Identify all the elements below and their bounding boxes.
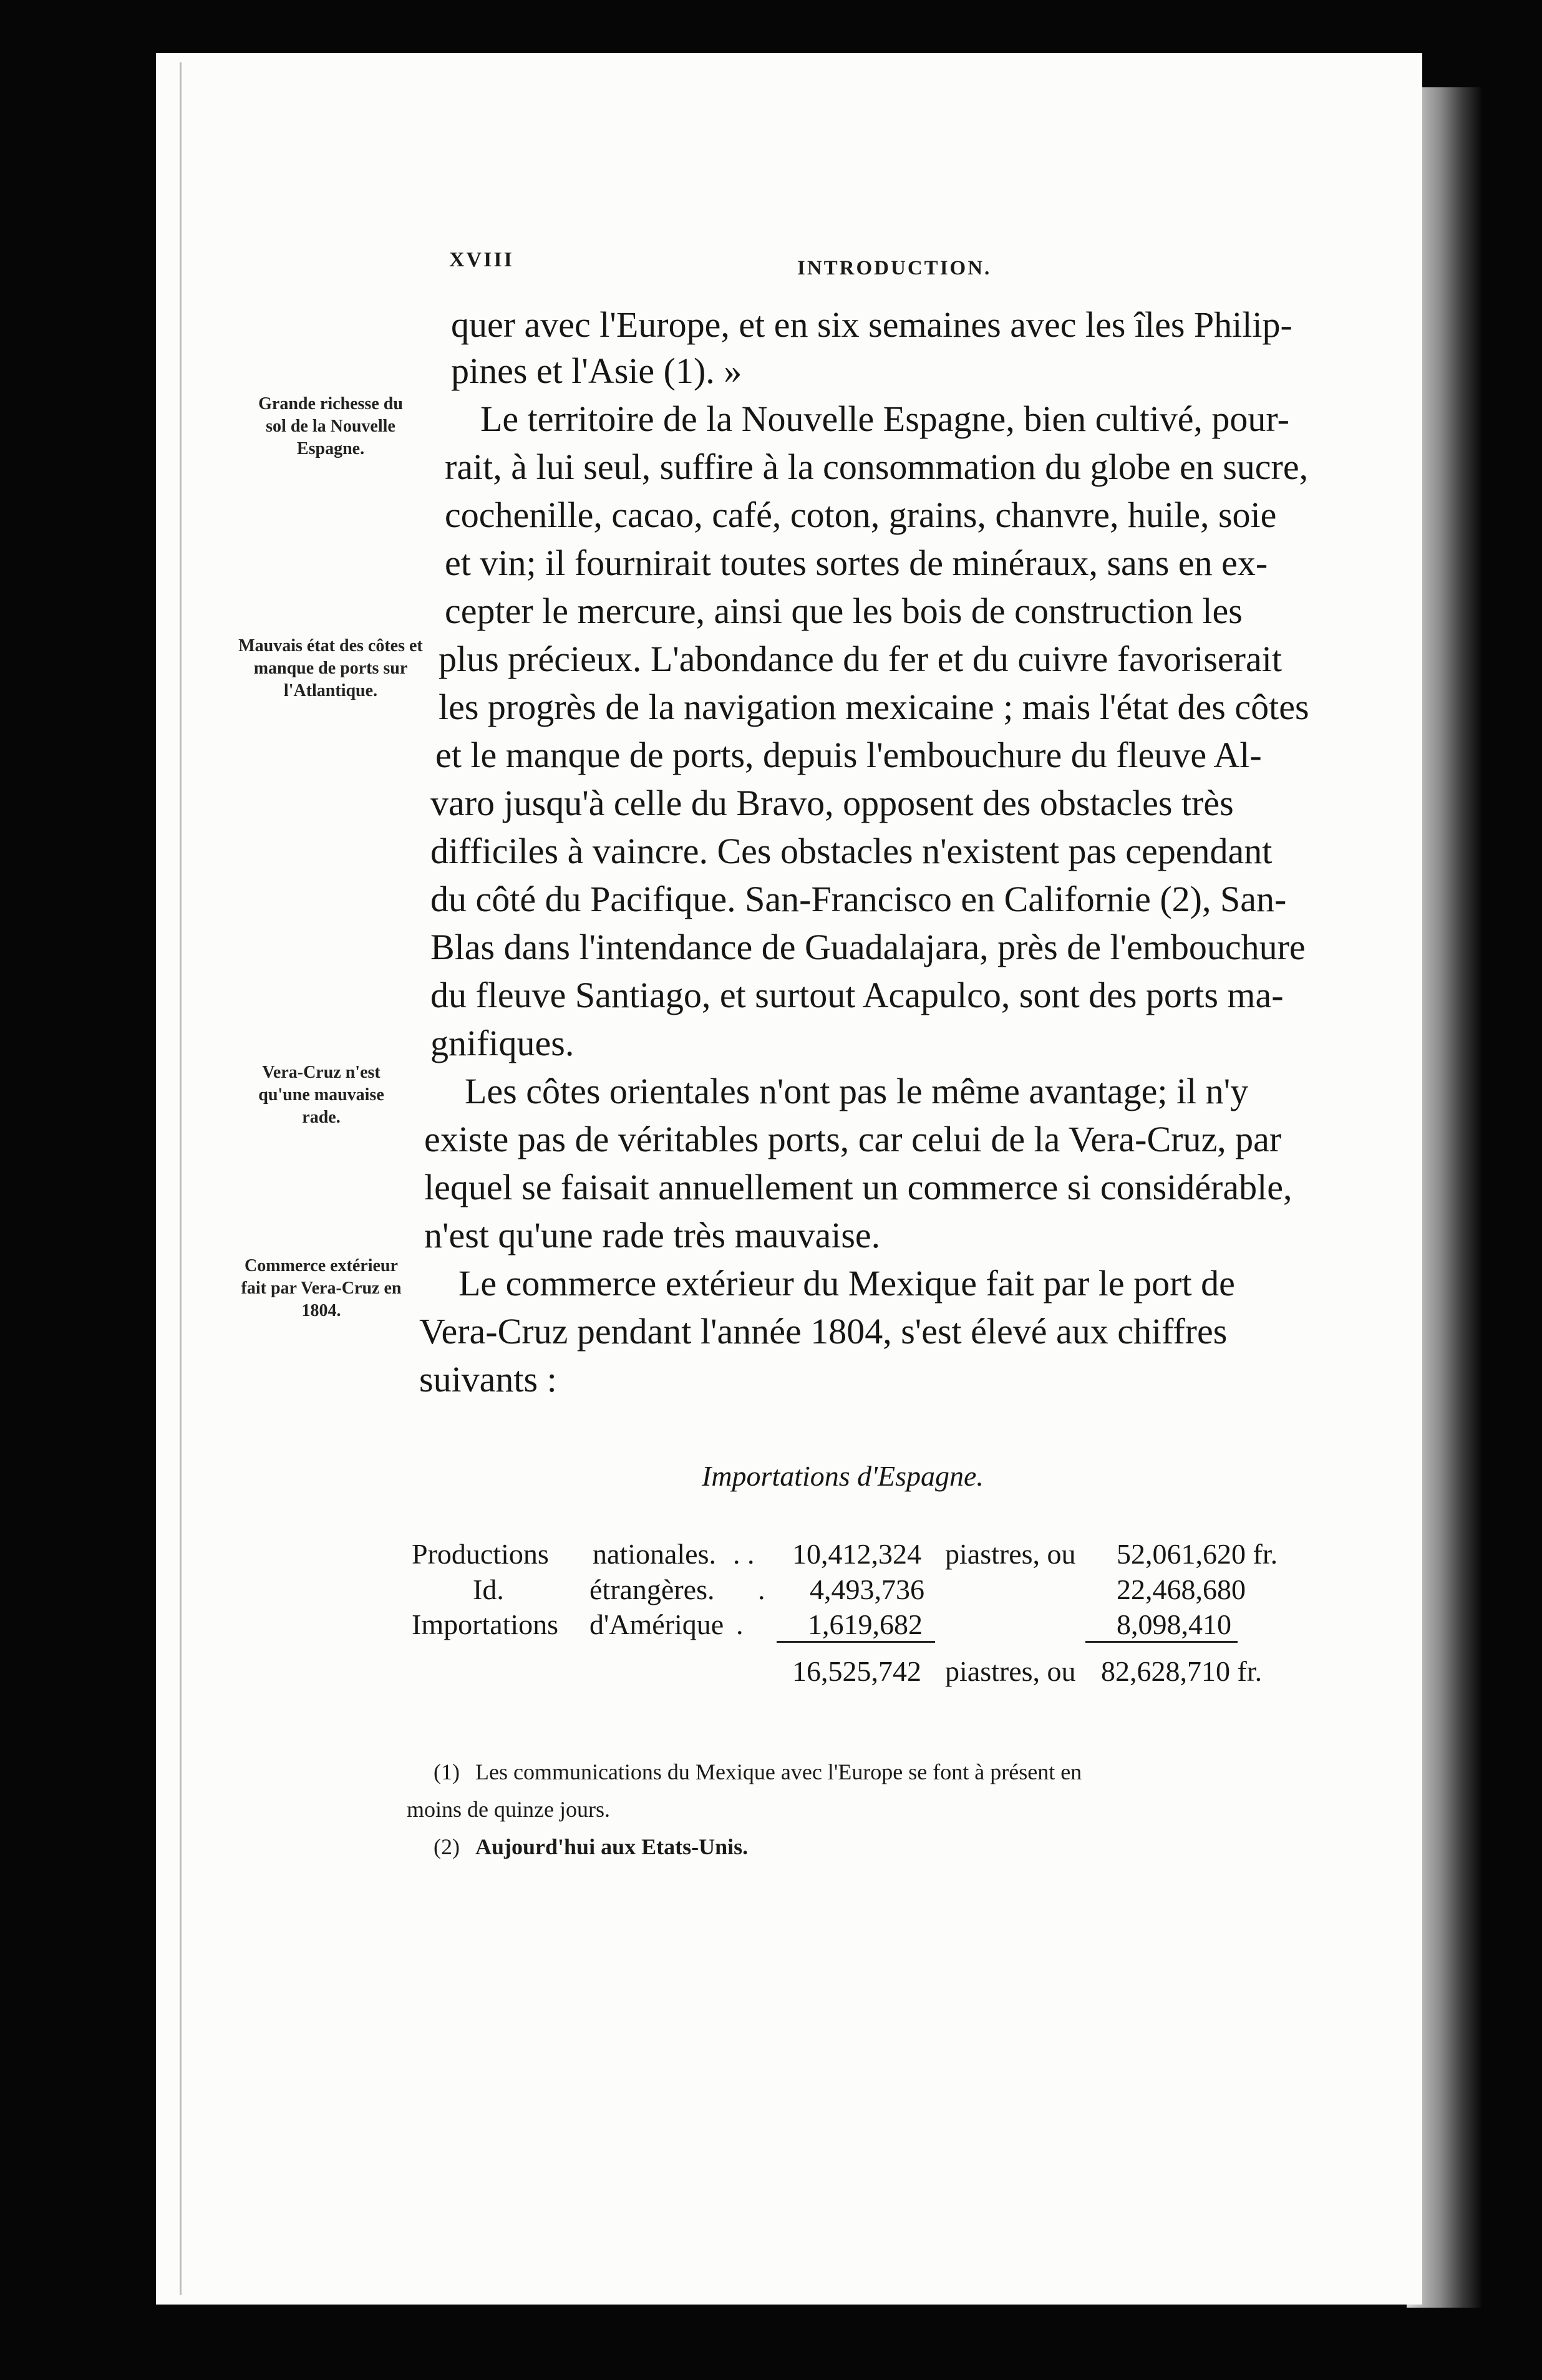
total-unit-text: piastres, ou (945, 1655, 1076, 1687)
row-dots: . . (733, 1538, 755, 1570)
body-line: n'est qu'une rade très mauvaise. (424, 1215, 881, 1255)
body-line: rait, à lui seul, suffire à la consommation du globe en sucre, (445, 447, 1309, 487)
francs-value: 8,098,410 (1085, 1608, 1238, 1643)
footnote-continuation: moins de quinze jours. (407, 1797, 610, 1822)
body-line: Les côtes orientales n'ont pas le même avantage; il n'y (465, 1071, 1249, 1111)
body-line: varo jusqu'à celle du Bravo, opposent des obstacles très (430, 783, 1234, 823)
body-line: pines et l'Asie (1). » (451, 351, 742, 391)
row-label: Importations (412, 1608, 559, 1640)
body-line: Vera-Cruz pendant l'année 1804, s'est élevé aux chiffres (419, 1311, 1228, 1352)
piastres-value: 1,619,682 (777, 1608, 935, 1643)
margin-note: Commerce extérieur fait par Vera-Cruz en 1804. (241, 1256, 402, 1320)
body-line: plus précieux. L'abondance du fer et du cuivre favoriserait (439, 639, 1282, 679)
margin-note: Vera-Cruz n'est qu'une mauvaise rade. (258, 1063, 384, 1127)
row-label: Id. (473, 1574, 504, 1605)
footnote-marker: (2) (434, 1834, 460, 1859)
body-line: et vin; il fournirait toutes sortes de minéraux, sans en ex- (445, 543, 1268, 583)
running-title: INTRODUCTION. (797, 257, 992, 279)
body-line: difficiles à vaincre. Ces obstacles n'existent pas cependant (430, 831, 1273, 871)
total-francs: 82,628,710 fr. (1101, 1655, 1263, 1687)
francs-value: 22,468,680 (1117, 1574, 1246, 1605)
body-line: cochenille, cacao, café, coton, grains, chanvre, huile, soie (445, 495, 1277, 535)
footnote-text: Aujourd'hui aux Etats-Unis. (475, 1834, 749, 1859)
body-line: quer avec l'Europe, et en six semaines avec les îles Philip- (451, 304, 1292, 345)
body-line: du côté du Pacifique. San-Francisco en Californie (2), San- (430, 879, 1287, 919)
body-line: suivants : (419, 1359, 557, 1400)
margin-note: Mauvais état des côtes et manque de ports sur l'Atlantique. (238, 636, 423, 700)
binding-edge (180, 62, 182, 2295)
piastres-value: 10,412,324 (792, 1538, 921, 1570)
footnote-marker: (1) (434, 1759, 460, 1784)
unit-text: piastres, ou (945, 1538, 1076, 1570)
body-line: lequel se faisait annuellement un commerce si considérable, (424, 1167, 1292, 1207)
body-line: Le commerce extérieur du Mexique fait par le port de (458, 1263, 1235, 1304)
body-line: et le manque de ports, depuis l'embouchure du fleuve Al- (435, 735, 1262, 775)
page-number: XVIII (449, 248, 514, 271)
piastres-value: 4,493,736 (810, 1574, 924, 1605)
table-title: Importations d'Espagne. (702, 1460, 984, 1492)
francs-value: 52,061,620 fr. (1117, 1538, 1278, 1570)
body-line: existe pas de véritables ports, car celui de la Vera-Cruz, par (424, 1119, 1282, 1159)
footnote-text: Les communications du Mexique avec l'Europe se font à présent en (475, 1759, 1082, 1784)
body-line: Blas dans l'intendance de Guadalajara, près de l'embouchure (430, 927, 1306, 967)
body-line: du fleuve Santiago, et surtout Acapulco, sont des ports ma- (430, 975, 1284, 1015)
row-label: Productions (412, 1538, 549, 1570)
total-piastres: 16,525,742 (792, 1655, 921, 1687)
margin-note: Grande richesse du sol de la Nouvelle Espagne. (258, 394, 403, 458)
body-line: gnifiques. (430, 1023, 575, 1063)
row-label-qualifier: nationales. (593, 1538, 716, 1570)
row-label-qualifier: étrangères. (589, 1574, 715, 1605)
body-line: les progrès de la navigation mexicaine ; mais l'état des côtes (439, 687, 1309, 727)
row-dots: . (736, 1608, 744, 1640)
body-line: Le territoire de la Nouvelle Espagne, bien cultivé, pour- (480, 399, 1289, 439)
body-line: cepter le mercure, ainsi que les bois de construction les (445, 591, 1243, 631)
row-dots: . (758, 1574, 765, 1605)
row-label-qualifier: d'Amérique (589, 1608, 724, 1640)
